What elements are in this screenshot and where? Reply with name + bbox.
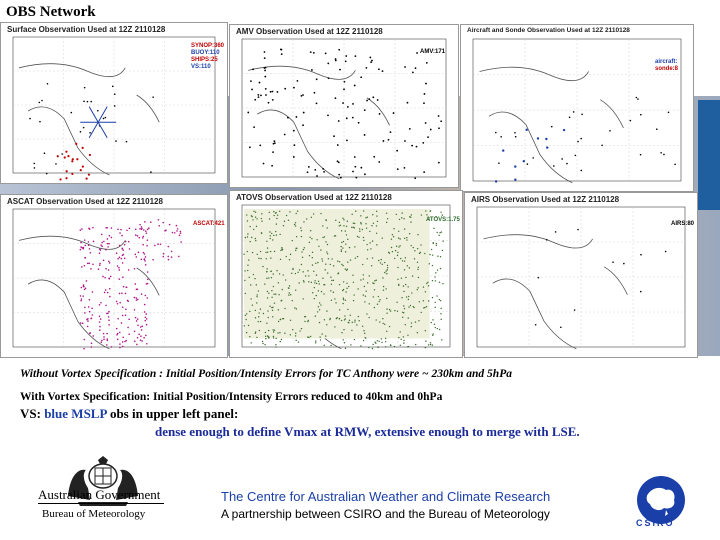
panel-title: AMV Observation Used at 12Z 2110128 — [236, 27, 383, 36]
legend-entry: AIRS:80 — [671, 221, 695, 227]
agency-name: Bureau of Meteorology — [42, 508, 146, 520]
csiro-logo-text: CSIRO — [636, 518, 675, 528]
panel-title: Surface Observation Used at 12Z 2110128 — [7, 25, 166, 34]
panel-legend — [426, 217, 460, 224]
atovs-obs-panel — [229, 190, 463, 358]
legend-entry: AMV:171 — [420, 49, 446, 55]
legend-entry: BUOY:110 — [191, 50, 220, 56]
government-name: Australian Government — [38, 487, 161, 502]
vs-highlight: blue MSLP — [44, 406, 107, 421]
ascat-obs-panel — [0, 194, 228, 358]
caption-line-with-vs: With Vortex Specification: Initial Position/Intensity Errors reduced to 40km and 0hPa — [20, 391, 443, 403]
amv-obs-panel — [229, 24, 459, 188]
vs-suffix: obs in upper left panel: — [106, 406, 239, 421]
panel-legend — [191, 43, 224, 71]
vs-prefix: VS: — [20, 406, 45, 421]
slide-title: OBS Network — [6, 4, 96, 20]
legend-entry: ASCAT:421 — [193, 221, 225, 227]
partnership-text: A partnership between CSIRO and the Bureau of Meteorology — [221, 507, 550, 521]
legend-entry: sonde:8 — [655, 66, 679, 72]
caption-line-without-vs: Without Vortex Specification : Initial Position/Intensity Errors for TC Anthony were ~ 230km and 5hPa — [20, 368, 512, 380]
divider — [38, 503, 164, 504]
panel-legend — [655, 59, 678, 73]
side-accent-bar — [698, 100, 720, 210]
panel-title: Aircraft and Sonde Observation Used at 12Z 2110128 — [467, 27, 630, 34]
legend-entry: aircraft: — [655, 59, 678, 65]
legend-entry: ATOVS:1.75 — [426, 217, 460, 223]
caption-line-vs — [20, 406, 238, 422]
legend-entry: SHIPS:25 — [191, 57, 218, 63]
panel-title: AIRS Observation Used at 12Z 2110128 — [471, 195, 620, 204]
surface-obs-panel — [0, 22, 228, 184]
legend-entry: VS:110 — [191, 64, 211, 70]
panel-title: ASCAT Observation Used at 12Z 2110128 — [7, 197, 163, 206]
caption-line-detail: dense enough to define Vmax at RMW, extensive enough to merge with LSE. — [155, 424, 580, 439]
panel-legend — [193, 221, 225, 228]
legend-entry: SYNOP:360 — [191, 43, 225, 49]
centre-name: The Centre for Australian Weather and Climate Research — [221, 489, 551, 504]
panel-legend — [420, 49, 445, 56]
aircraft-sonde-obs-panel — [460, 24, 694, 192]
airs-obs-panel — [464, 192, 698, 358]
panel-title: ATOVS Observation Used at 12Z 2110128 — [236, 193, 392, 202]
panel-legend — [671, 221, 694, 228]
